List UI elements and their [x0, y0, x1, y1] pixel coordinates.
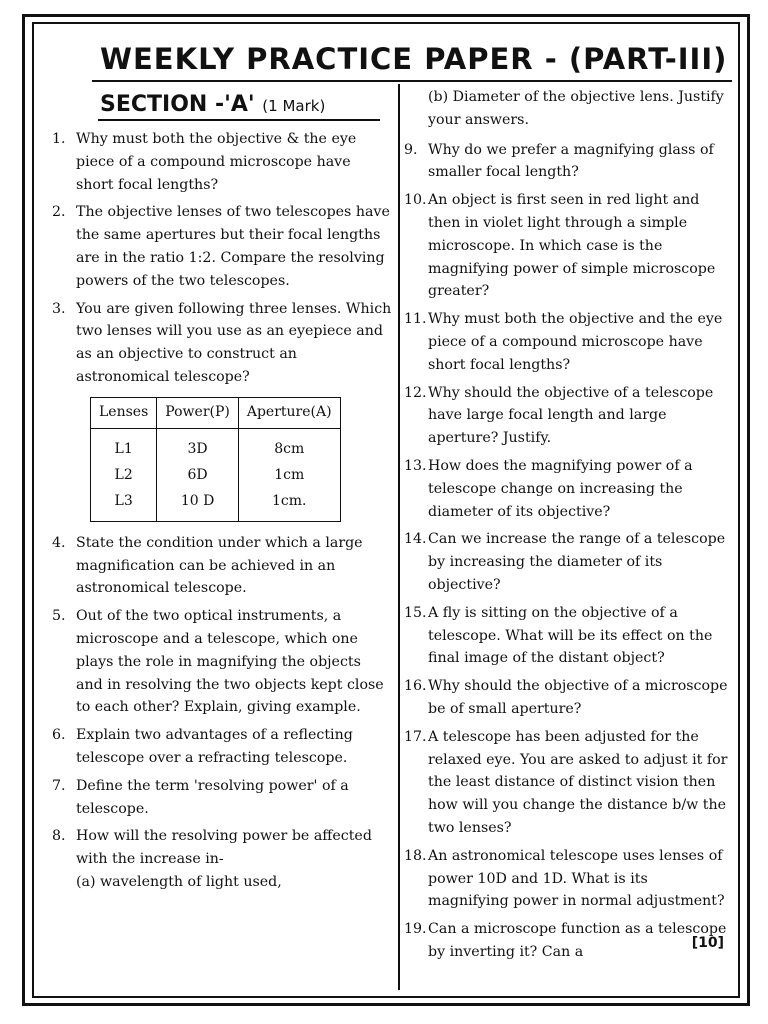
cell-power: 10 D: [157, 489, 239, 522]
question-text: Can a microscope function as a telescope by inverting it? Can a: [428, 921, 727, 960]
question-text: Why must both the objective & the eye piece of a compound microscope have short focal lengths?: [76, 131, 357, 193]
question-11: [404, 308, 732, 376]
question-2: [52, 201, 392, 292]
question-text: Why should the objective of a microscope be of small aperture?: [428, 678, 728, 717]
section-mark: (1 Mark): [262, 97, 326, 115]
question-text: The objective lenses of two telescopes have the same apertures but their focal lengths are in the ratio 1:2. Compare the resolving powers of the two telescopes.: [76, 204, 390, 289]
question-text: An object is first seen in red light and then in violet light through a simple microscope. In which case is the magnifying power of simple microscope greater?: [428, 192, 716, 300]
table-row: [91, 463, 341, 489]
question-text: Define the term 'resolving power' of a telescope.: [76, 777, 349, 817]
question-number: 4.: [52, 534, 66, 551]
page-title: WEEKLY PRACTICE PAPER - (PART-III): [100, 42, 728, 76]
question-text: Can we increase the range of a telescope by increasing the diameter of its objective?: [428, 531, 726, 593]
question-12: [404, 382, 732, 450]
question-text: Why should the objective of a telescope have large focal length and large aperture? Justify.: [428, 384, 714, 447]
cell-lens: L3: [91, 489, 157, 522]
question-14: [404, 528, 732, 596]
table-row: [91, 489, 341, 522]
question-5: [52, 605, 392, 719]
question-number: 8.: [52, 828, 66, 845]
question-text: Explain two advantages of a reflecting telescope over a refracting telescope.: [76, 727, 353, 766]
header-power: Power(P): [157, 397, 239, 428]
question-number: 16.: [404, 678, 427, 695]
question-text: An astronomical telescope uses lenses of power 10D and 1D. What is its magnifying power in normal adjustment?: [428, 847, 725, 910]
question-7: [52, 775, 392, 821]
question-8: [52, 825, 392, 893]
question-number: 11.: [404, 311, 427, 328]
question-text: Why must both the objective and the eye piece of a compound microscope have short focal lengths?: [428, 311, 723, 373]
question-text: You are given following three lenses. Which two lenses will you use as an eyepiece and as an objective to construct an astronomical telescope?: [76, 300, 392, 385]
question-4: [52, 532, 392, 600]
cell-lens: L2: [91, 463, 157, 489]
question-number: 19.: [404, 921, 427, 938]
cell-lens: L1: [91, 428, 157, 463]
question-18: [404, 845, 732, 913]
lens-table: [90, 397, 341, 522]
section-underline: [98, 119, 380, 121]
question-text: Why do we prefer a magnifying glass of smaller focal length?: [428, 141, 714, 181]
question-number: 1.: [52, 131, 66, 147]
question-text: How will the resolving power be affected with the increase in-: [76, 828, 372, 868]
cell-power: 6D: [157, 463, 239, 489]
question-number: 9.: [404, 141, 418, 158]
section-heading: [100, 92, 325, 117]
question-8-part-a: (a) wavelength of light used,: [76, 873, 282, 890]
question-text: A fly is sitting on the objective of a telescope. What will be its effect on the final image of the distant object?: [428, 604, 713, 667]
cell-power: 3D: [157, 428, 239, 463]
question-number: 10.: [404, 192, 427, 209]
column-divider: [398, 84, 400, 990]
question-number: 17.: [404, 728, 427, 745]
question-number: 14.: [404, 531, 427, 548]
question-9: [404, 139, 732, 185]
right-column: [404, 86, 732, 969]
question-number: 5.: [52, 608, 66, 625]
question-17: [404, 726, 732, 840]
table-row: [91, 428, 341, 463]
lens-table-header: [91, 397, 341, 428]
question-number: 2.: [52, 204, 66, 221]
header-aperture: Aperture(A): [238, 397, 340, 428]
question-3: [52, 298, 392, 389]
question-number: 3.: [52, 300, 66, 317]
question-19: [404, 918, 732, 964]
left-column: [52, 128, 392, 899]
question-text: A telescope has been adjusted for the relaxed eye. You are asked to adjust it for the least distance of distinct vision then how will you change the distance b/w the two lenses?: [428, 728, 728, 836]
question-text: State the condition under which a large magnification can be achieved in an astronomical telescope.: [76, 534, 363, 597]
question-number: 15.: [404, 604, 427, 621]
question-number: 12.: [404, 384, 427, 401]
page-number-mark: [10]: [691, 935, 724, 951]
question-16: [404, 675, 732, 721]
question-number: 13.: [404, 457, 427, 474]
section-label: SECTION -'A': [100, 92, 255, 117]
question-10: [404, 189, 732, 303]
question-6: [52, 724, 392, 770]
title-underline: [92, 80, 732, 82]
cell-aperture: 1cm: [238, 463, 340, 489]
cell-aperture: 1cm.: [238, 489, 340, 522]
question-text: Out of the two optical instruments, a microscope and a telescope, which one plays the role in magnifying the objects and in resolving the two objects kept close to each other? Explain, giving example.: [76, 608, 384, 716]
question-8-part-b: (b) Diameter of the objective lens. Justify your answers.: [428, 89, 724, 128]
question-13: [404, 455, 732, 523]
question-number: 18.: [404, 847, 427, 864]
header-lenses: Lenses: [91, 397, 157, 428]
question-number: 6.: [52, 727, 66, 744]
question-number: 7.: [52, 777, 66, 794]
question-1: [52, 128, 392, 196]
question-text: How does the magnifying power of a telescope change on increasing the diameter of its objective?: [428, 457, 693, 520]
cell-aperture: 8cm: [238, 428, 340, 463]
question-15: [404, 602, 732, 670]
